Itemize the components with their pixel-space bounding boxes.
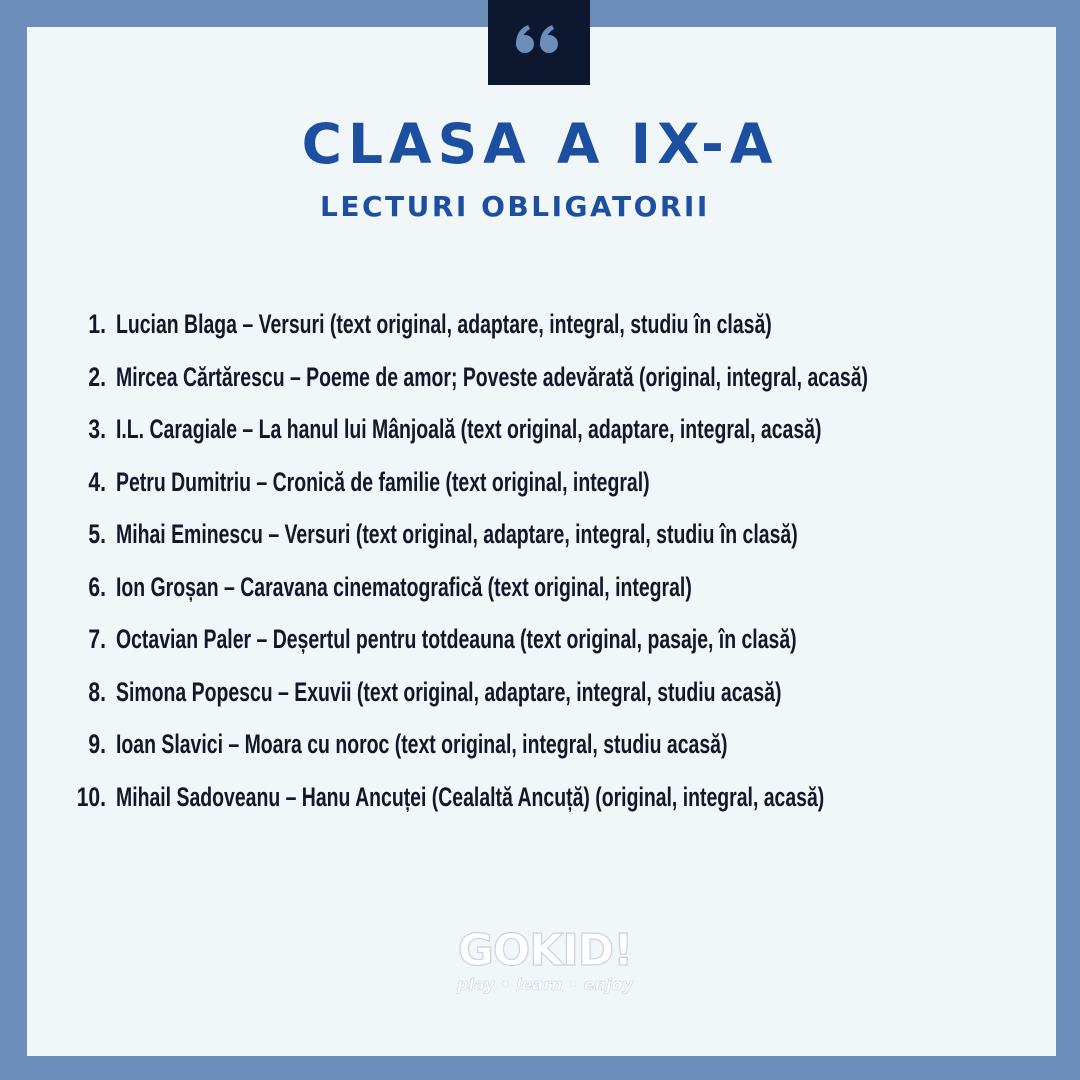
list-item-text: Mihail Sadoveanu – Hanu Ancuței (Cealaltă Ancuță) (original, integral, acasă) [116,781,825,812]
list-item-number: 9. [88,729,106,759]
list-item-text: Octavian Paler – Deșertul pentru totdeauna (text original, pasaje, în clasă) [116,624,797,654]
list-item [0,351,1080,404]
list-item [0,771,1080,824]
list-item-text: Mircea Cărtărescu – Poeme de amor; Poveste adevărată (original, integral, acasă) [116,361,869,392]
page-subtitle: LECTURI OBLIGATORII [320,190,710,223]
list-item-text: I.L. Caragiale – La hanul lui Mânjoală (text original, adaptare, integral, acasă) [116,414,822,444]
quote-box [488,0,590,85]
gokid-logo [440,915,650,1000]
list-item-number: 7. [88,624,106,654]
list-item-number: 5. [88,519,106,549]
logo-tagline: play • learn • enjoy [457,975,633,994]
quote-icon [488,0,590,85]
list-item-text: Mihai Eminescu – Versuri (text original, adaptare, integral, studiu în clasă) [116,519,798,549]
logo-brand: GOKID! [457,925,633,976]
list-item-text: Ioan Slavici – Moara cu noroc (text original, integral, studiu acasă) [116,729,728,759]
list-item-number: 6. [88,571,106,602]
list-item [0,718,1080,771]
page-title: CLASA A IX-A [301,112,779,176]
list-item [0,403,1080,456]
list-item [0,508,1080,561]
list-item [0,561,1080,614]
list-item-text: Ion Groșan – Caravana cinematografică (text original, integral) [116,571,692,602]
list-item-number: 4. [88,466,106,497]
list-item-text: Petru Dumitriu – Cronică de familie (text original, integral) [116,466,650,497]
list-item [0,666,1080,719]
list-item-text: Lucian Blaga – Versuri (text original, adaptare, integral, studiu în clasă) [116,309,772,339]
list-item-number: 2. [88,361,106,392]
list-item-number: 3. [88,414,106,444]
list-item-number: 8. [88,676,106,707]
list-item-number: 1. [88,309,106,339]
list-item-text: Simona Popescu – Exuvii (text original, adaptare, integral, studiu acasă) [116,676,782,707]
list-item [0,298,1080,351]
list-item-number: 10. [76,781,106,812]
reading-list [0,298,1080,823]
list-item [0,613,1080,666]
list-item [0,456,1080,509]
